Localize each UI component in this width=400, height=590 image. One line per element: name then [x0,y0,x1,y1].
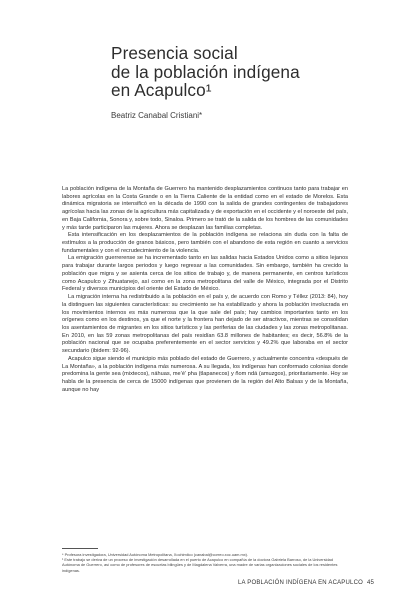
paragraph: La emigración guerrerense se ha incrementado tanto en las salidas hacia Estados Unidos como a sitios lejanos para trabajar durante largos periodos y luego regresar a las comunidades. Sin embargo, también ha crecido la población que migra y se asienta cerca de los sitios de trabajo y, de manera permanente, en centros turísticos como Acapulco y Zihuatanejo, así como en la zona metropolitana del valle de México, integrada por el Distrito Federal y diversos municipios del oriente del Estado de México. [62,255,348,293]
paragraph: La migración interna ha redistribuido a la población en el país y, de acuerdo con Romo y Téllez (2013: 84), hoy la distinguen las siguientes características: su crecimiento se ha estabilizado y ahora la población involucrada en los movimientos internos es más numerosa que la que sale del país; hay cambios importantes tanto en los orígenes como en los destinos, ya que el norte y la frontera han dejado de ser atractivos, mientras se consolidan los asentamientos de migrantes en los sitios turísticos y las periferias de las ciudades y las zonas metropolitanas. En 2010, en las 59 zonas metropolitanas del país residían 63.8 millones de habitantes; es decir, 56.8% de la población nacional que se ocupaba preferentemente en el sector servicios y 49.2% que laboraba en el sector secundario (ibidem: 92-96). [62,294,348,355]
paragraph: Acapulco sigue siendo el municipio más poblado del estado de Guerrero, y actualmente concentra «después de La Montaña», a la población indígena más numerosa. A su llegada, los indígenas han conformado colonias donde predomina la gente sea (mixtecos), náhuas, me’é’ pha (tlapanecos) y ñom ndá (amuzgos), prioritariamente. Hoy se habla de la presencia de cerca de 15000 indígenas que provienen de la región del Alto Balsas y de la Montaña, aunque no hay [62,355,348,393]
page-footer [238,580,374,586]
chapter-title [111,44,371,100]
author-name: Beatriz Canabal Cristiani* [111,111,203,120]
paragraph: Esta intensificación en los desplazamientos de la población indígena se relaciona sin duda con la falta de estímulos a la producción de granos básicos, pero también con el abandono de esta región en cuanto a servicios fundamentales y con el recrudecimiento de la violencia. [62,232,348,254]
footnote-divider [62,548,98,549]
paragraph: La población indígena de la Montaña de Guerrero ha mantenido desplazamientos continuos tanto para trabajar en labores agrícolas en la Costa Grande o en la Tierra Caliente de la entidad como en el estado de Morelos. Esta dinámica migratoria se intensificó en la década de 1990 con la salida de grandes contingentes de trabajadores agrícolas hacia las zonas de la agricultura más capitalizada y de exportación en el occidente y el noroeste del país, en Baja California, Sonora y, sobre todo, Sinaloa. Primero se trató de la salida de los hombres de las comunidades y más tarde participaron las mujeres. Ahora se desplazan las familias completas. [62,186,348,231]
page-number: 45 [366,580,375,586]
footnote: * Profesora investigadora, Universidad Autónoma Metropolitana, Xochimilco (canabal@correo.xoc.uam.mx). [62,552,249,557]
title-line: en Acapulco¹ [111,80,212,100]
running-title: LA POBLACIÓN INDÍGENA EN ACAPULCO [238,580,363,586]
footnotes [62,552,348,573]
title-line: de la población indígena [111,61,300,82]
footnote: ¹ Este trabajo se deriva de un proceso de investigación desarrollada en el puerto de Acapulco en compañía de la doctora Gabriela Barroso, de la Universidad Autónoma de Guerrero, así como de profesores de escuelas bilingües y de Magdalena Valverra, una madre de varias organizaciones sociales de los residentes indígenas. [62,557,338,573]
title-line: Presencia social [111,43,238,63]
body-text [62,186,348,394]
